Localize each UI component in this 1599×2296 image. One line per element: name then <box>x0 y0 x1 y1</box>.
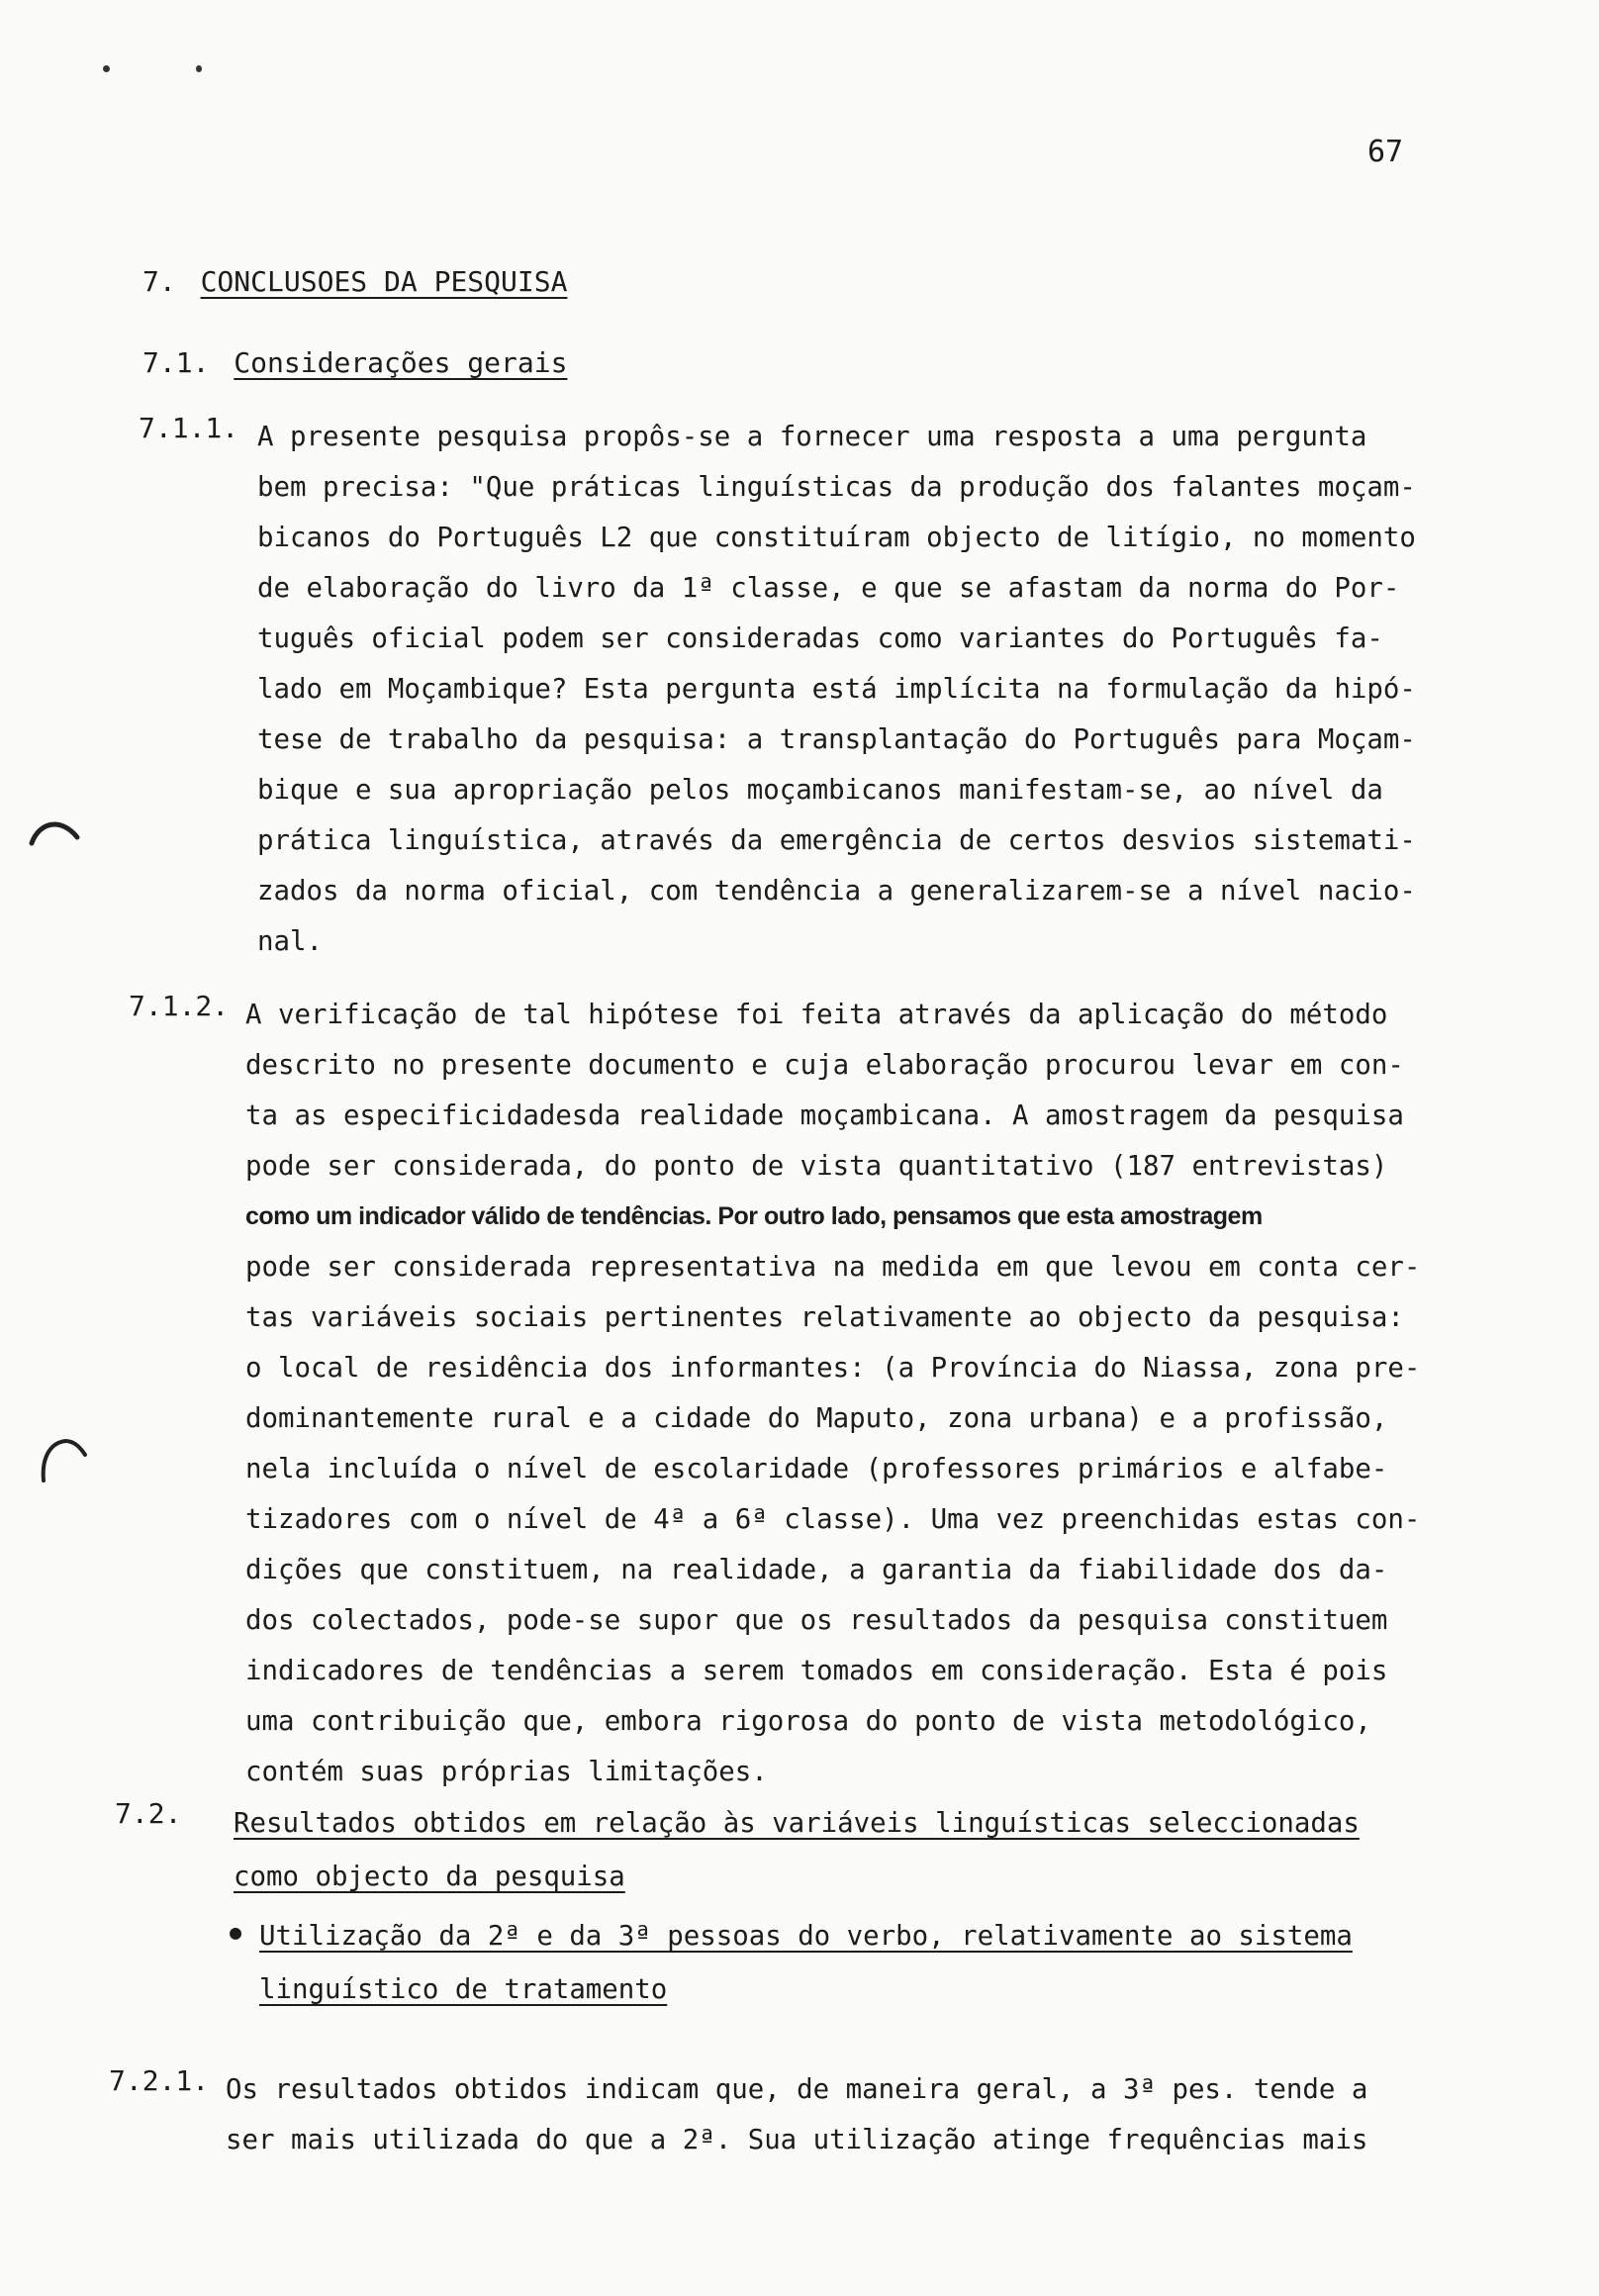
section-number: 7. <box>142 265 176 298</box>
bullet-line: linguístico de tratamento <box>259 1974 668 2005</box>
text-line: ser mais utilizada do que a 2ª. Sua utilização atinge frequências mais <box>226 2125 1368 2155</box>
text-line: como um indicador válido de tendências. Por outro lado, pensamos que esta amostragem <box>245 1202 1263 1230</box>
scan-speck <box>103 65 110 72</box>
scan-speck <box>196 65 202 72</box>
text-line: ta as especificidadesda realidade moçambicana. A amostragem da pesquisa <box>245 1100 1404 1131</box>
text-line: dições que constituem, na realidade, a garantia da fiabilidade dos da- <box>245 1555 1388 1585</box>
text-line: de elaboração do livro da 1ª classe, e que se afastam da norma do Por- <box>257 573 1400 604</box>
text-line: tese de trabalho da pesquisa: a transplantação do Português para Moçam- <box>257 724 1416 755</box>
text-line: zados da norma oficial, com tendência a generalizarem-se a nível nacio- <box>257 876 1416 907</box>
text-line: uma contribuição que, embora rigorosa do ponto de vista metodológico, <box>245 1706 1371 1737</box>
bullet-icon: ● <box>230 1920 242 1944</box>
section-heading <box>142 265 567 298</box>
text-line: dominantemente rural e a cidade do Maputo, zona urbana) e a profissão, <box>245 1403 1388 1434</box>
text-line: indicadores de tendências a serem tomados em consideração. Esta é pois <box>245 1656 1388 1686</box>
text-line: dos colectados, pode-se supor que os resultados da pesquisa constituem <box>245 1605 1388 1636</box>
bullet-line: Utilização da 2ª e da 3ª pessoas do verbo, relativamente ao sistema <box>259 1921 1353 1952</box>
page-number: 67 <box>1367 135 1404 169</box>
text-line: bem precisa: "Que práticas linguísticas da produção dos falantes moçam- <box>257 472 1416 503</box>
text-line: pode ser considerada representativa na medida em que levou em conta cer- <box>245 1252 1421 1283</box>
text-line: A presente pesquisa propôs-se a fornecer uma resposta a uma pergunta <box>257 422 1367 452</box>
text-line: Os resultados obtidos indicam que, de maneira geral, a 3ª pes. tende a <box>226 2074 1368 2105</box>
text-line: bicanos do Português L2 que constituíram objecto de litígio, no momento <box>257 523 1416 553</box>
text-line: contém suas próprias limitações. <box>245 1757 768 1787</box>
text-line: prática linguística, através da emergência de certos desvios sistemati- <box>257 825 1416 856</box>
paragraph-body <box>257 412 1416 967</box>
text-line: tas variáveis sociais pertinentes relativamente ao objecto da pesquisa: <box>245 1302 1404 1333</box>
paragraph-number: 7.1.1. <box>139 412 239 444</box>
subsection-title: Considerações gerais <box>234 346 568 379</box>
text-line: tuguês oficial podem ser consideradas como variantes do Português fa- <box>257 623 1383 654</box>
bullet-body <box>259 1910 1353 2017</box>
paragraph-number: 7.1.2. <box>129 990 230 1022</box>
text-line: o local de residência dos informantes: (a Província do Niassa, zona pre- <box>245 1353 1421 1384</box>
text-line: lado em Moçambique? Esta pergunta está implícita na formulação da hipó- <box>257 674 1416 705</box>
text-line: nal. <box>257 926 323 957</box>
paragraph-number: 7.2.1. <box>109 2064 210 2097</box>
text-line: descrito no presente documento e cuja elaboração procurou levar em con- <box>245 1050 1404 1081</box>
heading-number: 7.2. <box>115 1797 182 1830</box>
paragraph-body <box>226 2064 1367 2165</box>
heading-line: Resultados obtidos em relação às variáveis linguísticas seleccionadas <box>234 1808 1360 1839</box>
heading-line: como objecto da pesquisa <box>234 1862 625 1892</box>
hole-punch-mark-bottom <box>36 1429 95 1488</box>
text-line: nela incluída o nível de escolaridade (professores primários e alfabe- <box>245 1454 1388 1484</box>
hole-punch-mark-top <box>26 810 85 849</box>
text-line: tizadores com o nível de 4ª a 6ª classe). Uma vez preenchidas estas con- <box>245 1504 1421 1535</box>
text-line: pode ser considerada, do ponto de vista quantitativo (187 entrevistas) <box>245 1151 1388 1182</box>
paragraph-body <box>245 990 1420 1797</box>
heading-body <box>234 1797 1360 1904</box>
text-line: bique e sua apropriação pelos moçambicanos manifestam-se, ao nível da <box>257 775 1383 806</box>
subsection-number: 7.1. <box>142 346 210 379</box>
section-title: CONCLUSOES DA PESQUISA <box>200 265 568 298</box>
text-line: A verificação de tal hipótese foi feita através da aplicação do método <box>245 1000 1388 1030</box>
subsection-heading <box>142 346 567 379</box>
